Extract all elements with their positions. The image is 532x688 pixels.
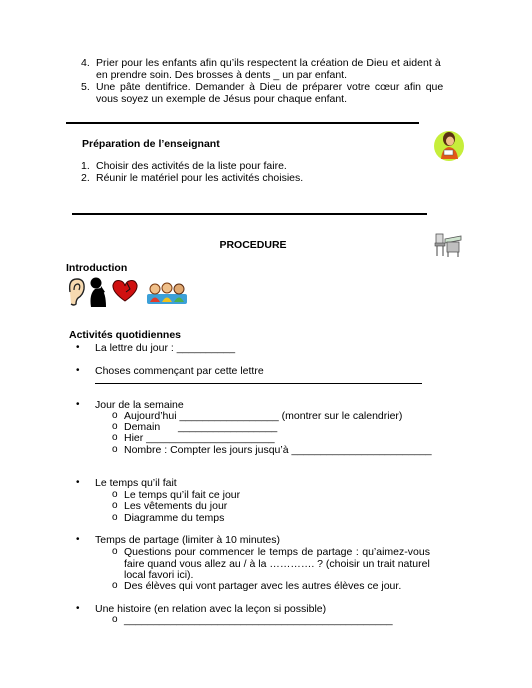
teacher-clipart-icon xyxy=(432,127,466,163)
sharing-question-line2: faire quand vous allez au / à la …………. ? (choisir un trait naturel xyxy=(124,558,430,570)
praying-child-icon xyxy=(87,276,109,308)
introduction-heading: Introduction xyxy=(66,262,128,274)
divider-1 xyxy=(66,122,419,124)
heart-icon xyxy=(111,279,139,303)
teacher-item-2-number: 2. xyxy=(81,172,90,184)
daily-story-item: • Une histoire (en relation avec la leçon si possible) xyxy=(95,603,326,615)
sharing-question-line1: o Questions pour commencer le temps de partage : qu’aimez-vous xyxy=(124,546,430,558)
week-count: o Nombre : Compter les jours jusqu’à ________________________ xyxy=(124,444,432,456)
daily-sharing-item: • Temps de partage (limiter à 10 minutes) xyxy=(95,534,280,546)
week-tomorrow-blank: _________________ xyxy=(178,421,278,433)
daily-things-item: • Choses commençant par cette lettre xyxy=(95,365,264,377)
week-yesterday: o Hier ______________________ xyxy=(124,432,275,444)
sharing-students: o Des élèves qui vont partager avec les autres élèves ce jour. xyxy=(124,580,401,592)
daily-activities-heading: Activités quotidiennes xyxy=(69,329,182,341)
ear-icon xyxy=(66,277,86,307)
daily-letter-item: • La lettre du jour : __________ xyxy=(95,342,235,354)
teacher-item-2-text: Réunir le matériel pour les activités choisies. xyxy=(96,172,304,184)
weather-clothes: o Les vêtements du jour xyxy=(124,500,227,512)
week-tomorrow: o Demain xyxy=(124,421,160,433)
teacher-prep-heading: Préparation de l’enseignant xyxy=(82,138,220,150)
item-5-line1: Une pâte dentifrice. Demander à Dieu de préparer votre cœur afin que xyxy=(96,81,444,93)
story-blank: o ______________________________________________ xyxy=(124,614,393,626)
things-blank-line xyxy=(95,383,422,384)
desk-clipart-icon xyxy=(433,230,463,258)
divider-2 xyxy=(72,213,427,215)
children-group-icon xyxy=(146,280,188,306)
item-5-text xyxy=(96,81,444,105)
daily-weather-item: • Le temps qu’il fait xyxy=(95,477,177,489)
weather-today: o Le temps qu’il fait ce jour xyxy=(124,489,240,501)
procedure-heading: PROCEDURE xyxy=(219,239,287,251)
item-4-line1: Prier pour les enfants afin qu’ils respectent la création de Dieu et aident à xyxy=(96,57,441,69)
teacher-item-1-text: Choisir des activités de la liste pour faire. xyxy=(96,160,287,172)
week-today: o Aujourd’hui _________________ (montrer sur le calendrier) xyxy=(124,410,402,422)
sharing-question-line3: local favori ici). xyxy=(124,569,194,581)
daily-week-item: • Jour de la semaine xyxy=(95,399,184,411)
teacher-item-1-number: 1. xyxy=(81,160,90,172)
item-5-line2: vous soyez un exemple de Jésus pour chaque enfant. xyxy=(96,93,347,105)
item-5-number: 5. xyxy=(81,81,90,93)
item-4-number: 4. xyxy=(81,57,90,69)
item-4-line2: en prendre soin. Des brosses à dents _ un par enfant. xyxy=(96,69,347,81)
weather-chart: o Diagramme du temps xyxy=(124,512,224,524)
item-4-text xyxy=(96,57,441,81)
